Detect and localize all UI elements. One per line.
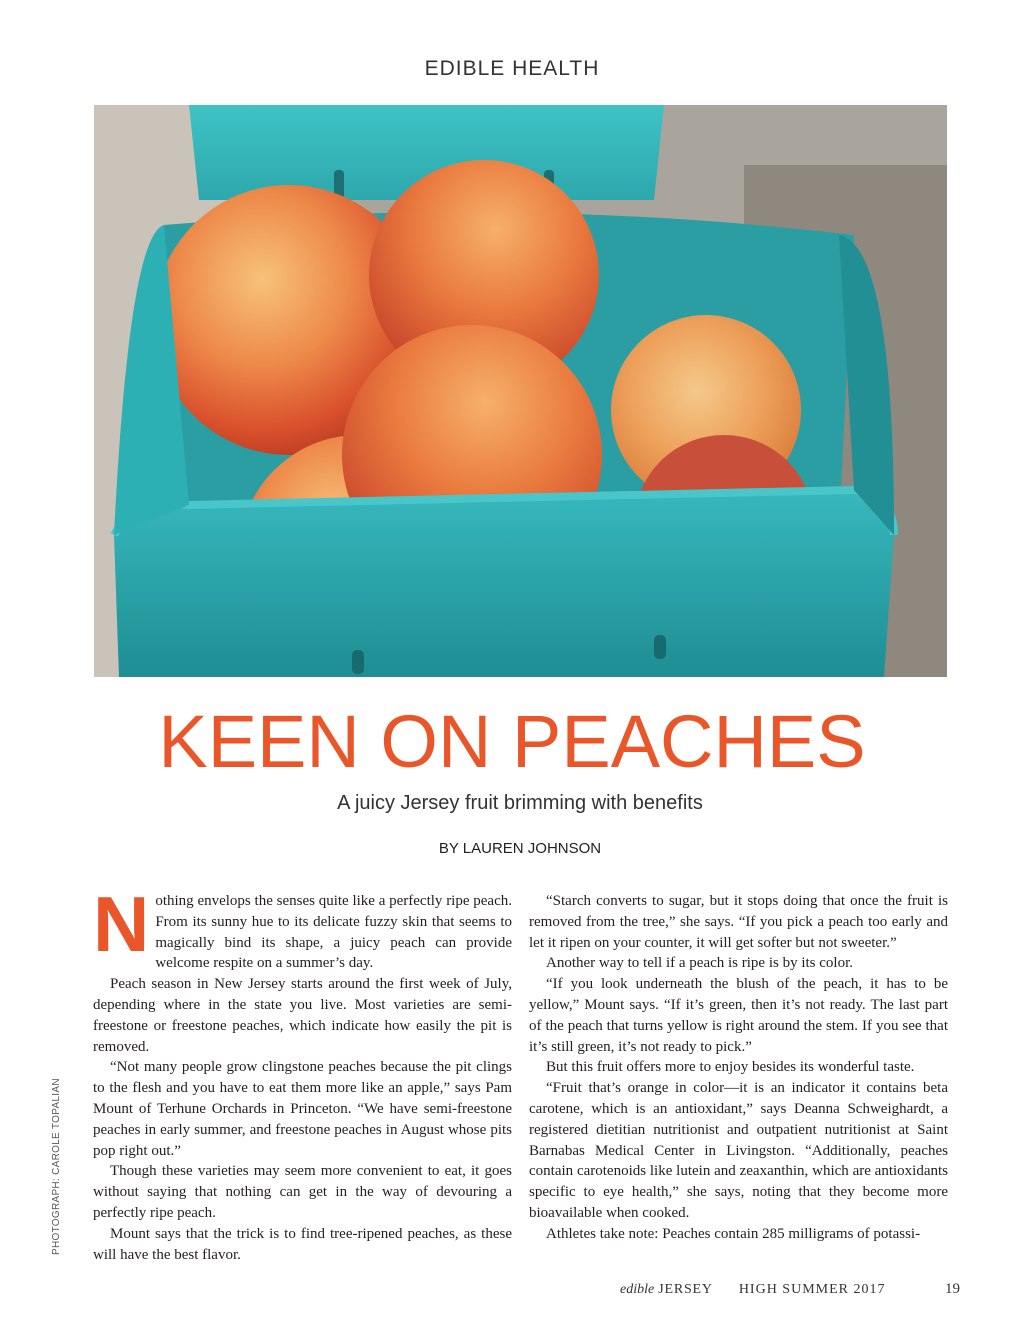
paragraph: Peach season in New Jersey starts around the first week of July, depending where in the state you live. Most varieties are semi-freestone or freestone peaches, which indicate how easily the pit is removed. bbox=[93, 976, 512, 1055]
page-number: 19 bbox=[945, 1281, 960, 1297]
section-label: EDIBLE HEALTH bbox=[424, 57, 600, 80]
paragraph: “Not many people grow clingstone peaches because the pit clings to the flesh and you have to eat them more like an apple,” says Pam Mount of Terhune Orchards in Princeton. “We have semi-freestone peaches in early summer, and freestone peaches in August whose pits pop right out.” bbox=[93, 1059, 512, 1159]
article-headline: KEEN ON PEACHES bbox=[158, 700, 866, 783]
footer-edible: edible bbox=[620, 1282, 655, 1297]
byline: BY LAUREN JOHNSON bbox=[438, 840, 602, 857]
paragraph: Another way to tell if a peach is ripe is by its color. bbox=[546, 955, 854, 972]
article-subhead: A juicy Jersey fruit brimming with benefits bbox=[337, 792, 703, 814]
paragraph: But this fruit offers more to enjoy besides its wonderful taste. bbox=[546, 1059, 915, 1076]
paragraph-text: othing envelops the senses quite like a perfectly ripe peach. From its sunny hue to its delicate fuzzy skin that seems to magically bind its shape, a juicy peach can provide welcome respite on a summer’s day. bbox=[155, 893, 512, 972]
paragraph: “Starch converts to sugar, but it stops doing that once the fruit is removed from the tree,” she says. “If you pick a peach too early and let it ripen on your counter, it will get softer but not sweeter.” bbox=[529, 893, 948, 951]
footer-issue: HIGH SUMMER 2017 bbox=[738, 1282, 886, 1297]
left-column bbox=[93, 880, 512, 1265]
drop-cap: N bbox=[93, 880, 150, 968]
paragraph: Mount says that the trick is to find tree-ripened peaches, as these will have the best flavor. bbox=[93, 1225, 512, 1263]
paragraph: Athletes take note: Peaches contain 285 milligrams of potassi- bbox=[546, 1225, 921, 1242]
peach-basket-photo bbox=[94, 105, 947, 677]
photo-credit: PHOTOGRAPH: CAROLE TOPALIAN bbox=[51, 1078, 62, 1255]
paragraph: Though these varieties may seem more convenient to eat, it goes without saying that nothing can get in the way of devouring a perfectly ripe peach. bbox=[93, 1163, 512, 1221]
paragraph: “Fruit that’s orange in color—it is an indicator it contains beta carotene, which is an antioxidant,” says Deanna Schweighardt, a registered dietitian nutritionist and outpatient nutritionist at Saint Barnabas Medical Center in Livingston. “Additionally, peaches contain carotenoids like lutein and zeaxanthin, which are antioxidants specific to eye health,” she says, noting that they become more bioavailable when cooked. bbox=[529, 1080, 948, 1221]
footer-jersey: JERSEY bbox=[658, 1282, 713, 1297]
page-footer bbox=[620, 1281, 960, 1298]
right-column bbox=[529, 891, 948, 1245]
paragraph: “If you look underneath the blush of the peach, it has to be yellow,” Mount says. “If it’s green, then it’s not ready. The last part of the peach that turns yellow is right around the stem. If you see that it’s still green, it’s not ready to pick.” bbox=[529, 976, 948, 1055]
paragraph bbox=[93, 880, 512, 974]
